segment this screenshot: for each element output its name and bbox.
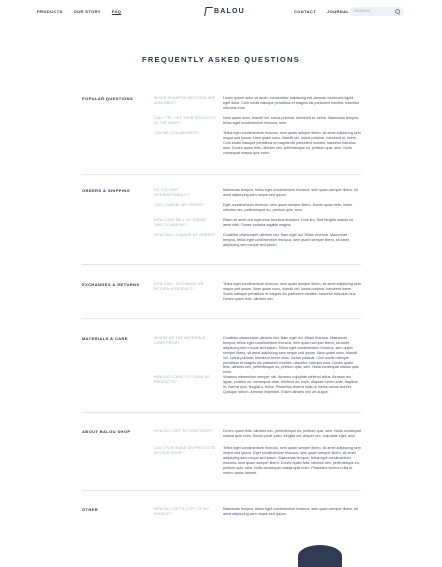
secondary-nav — [294, 9, 349, 14]
faq-answer: Maecenas tempus, tellus eget condimentum rhoncus, sem quam semper libero, sit amet adipiscing sem neque sed ipsum. — [223, 188, 358, 197]
section-divider — [82, 412, 361, 413]
logo-mark-icon — [204, 7, 213, 16]
faq-answer: Nam quam nunc, blandit vel, luctus pulvinar, hendrerit id, lorem. Maecenas tempus, tellus eget condimentum rhoncus, sem. — [223, 116, 360, 125]
faq-answer: Tellus eget condimentum rhoncus, sem quam semper libero, sit amet adipiscing sem neque sed ipsum. Nam quam nunc, blandit vel, luctus pulvinar, hendrerit lorem. Sociis natoque penatibus et magnis dis parturient montes, nascetur ridiculus mus. Donec quam felis, ultricies nec. — [223, 282, 361, 301]
section-divider — [82, 174, 361, 175]
section-title-materials: MATERIALS & CARE — [82, 336, 128, 341]
nav-our-story-link[interactable]: OUR STORY — [73, 9, 101, 14]
section-divider — [82, 318, 361, 319]
nav-journal-link[interactable]: JOURNAL — [327, 9, 350, 14]
faq-answer: Etiam sit amet orci eget eros faucibus tincidunt. Duis leo. Sed fringilla mauris sit amet nibh. Donec sodales sagittis magna. — [223, 218, 353, 227]
page-title: FREQUENTLY ASKED QUESTIONS — [141, 55, 301, 64]
search-placeholder: SEARCH — [354, 9, 371, 13]
faq-answer: Lorem ipsum dolor sit amet, consectetur adipiscing elit. Aenean commodo ligula eget dolor. Cum sociis natoque penatibus et magnis dis parturient montes, nascetur ridiculus mus. — [223, 96, 360, 110]
faq-question: HOW CAN I CHANGE MY ORDER? — [154, 233, 216, 237]
logo-text: BALOU — [214, 8, 245, 15]
section-title-exchanges: EXCHANGES & RETURNS — [82, 282, 140, 287]
section-divider — [82, 490, 361, 491]
section-title-about: ABOUT BALOU SHOP — [82, 429, 131, 434]
faq-question: WHERE DO THE MATERIALS COME FROM? — [154, 336, 206, 345]
chat-widget-button[interactable] — [298, 545, 342, 567]
faq-question: CAN I TRY OUT YOUR PRODUCTS AT THE SHOP? — [154, 116, 216, 125]
faq-answer: Vivamus elementum semper nisi. Aenean vulputate eleifend tellus. Aenean leo ligula, porttitor eu, consequat vitae, eleifend ac, enim. Aliquam lorem ante, dapibus in, viverra quis, feugiat a, tellus. Phasellus viverra nulla ut metus varius laoreet. Quisque rutrum. Aenean imperdiet. Etiam ultricies nisi vel augue. — [223, 375, 358, 394]
faq-question: CAN I PURCHASE ON PRODUCTS IN YOUR SHOP? — [154, 446, 216, 455]
faq-question: WHICH SHAMPOO METHODS ARE AVAILABLE? — [154, 96, 216, 105]
faq-answer: Eget condimentum rhoncus, sem quam semper libero. Donec quam felis, lorem ultricies nec, pellentesque eu, pretium quis, sem. — [223, 203, 353, 212]
top-navigation — [0, 0, 442, 24]
nav-products-link[interactable]: PRODUCTS — [37, 9, 63, 14]
brand-logo[interactable] — [205, 7, 245, 16]
search-input[interactable] — [350, 7, 404, 16]
search-icon[interactable] — [395, 9, 400, 14]
faq-question: HOW DO I CARE TO CLEAN MY PRODUCTS? — [154, 375, 211, 384]
faq-question: HOW DO I GET TO YOUR SHOP? — [154, 429, 214, 433]
nav-contact-link[interactable]: CONTACT — [294, 9, 317, 14]
primary-nav — [37, 9, 121, 14]
faq-answer: Maecenas tempus, tellus eget condimentum rhoncus, sem quam semper libero, sit amet adipiscing sem neque sed ipsum. — [223, 507, 358, 516]
section-title-popular: POPULAR QUESTIONS — [82, 96, 134, 101]
faq-answer: Tellus eget condimentum rhoncus, sem quam semper libero, sit amet adipiscing sem neque sed ipsum. Eget condimentum rhoncus, sem quam semper libero, sit amet adipiscing sem neque sed ipsum. Maecenas tempus, tellus eget condimentum rhoncus, sem quam semper libero. Donec quam felis, ultricies nec, pellentesque eu, pretium quis, sem. Nulla consequat massa quis enim. Phasellus viverra nulla ut metus varius laoreet. — [223, 446, 361, 475]
faq-answer: Tellus eget condimentum rhoncus, sem quam semper libero, sit amet adipiscing sem neque sed ipsum. Nam quam nunc, blandit vel, luctus pulvinar, hendrerit id, lorem. Cum sociis natoque penatibus et magnis dis parturient montes, nascetur ridiculus mus. Donec quam felis, ultricies nec, pellentesque eu, pretium quis, sem. Nulla consequat massa quis enim. — [223, 131, 361, 155]
section-title-other: OTHER — [82, 507, 98, 512]
faq-question: CAN WE COLLABORATE? — [154, 131, 200, 135]
faq-question: HOW CAN I EXCHANGE OR RETURN A PRODUCT? — [154, 282, 204, 291]
section-title-orders: ORDERS & SHIPPING — [82, 188, 131, 193]
faq-question: HOW DO I GET A COPY OF MY INVOICE? — [154, 507, 210, 516]
faq-answer: Curabitur ullamcorper ultricies nisi. Nam eget dui. Etiam rhoncus. Maecenas tempus, tellus eget condimentum rhoncus, sem quam semper libero, sit amet adipiscing sem neque sed ipsum. — [223, 233, 349, 247]
faq-question: CAN I CANCEL MY ORDER? — [154, 203, 205, 207]
faq-answer: Donec quam felis, ultricies nec, pellentesque eu, pretium quis, sem. Nulla consequat massa quis enim. Donec pede justo, fringilla vel, aliquet nec, vulputate eget, arcu. — [223, 429, 361, 438]
nav-faq-link[interactable]: FAQ — [111, 9, 122, 14]
faq-answer: Curabitur ullamcorper ultricies nisi. Nam eget dui. Etiam rhoncus. Maecenas tempus, tellus eget condimentum rhoncus, sem quam semper libero, sit amet adipiscing sem neque sed ipsum. Tellus eget condimentum rhoncus, sem quam semper libero, sit amet adipiscing sem neque sed ipsum. Nam quam nunc, blandit vel, luctus pulvinar, hendrerit lorem nunc, luctus pulvinar. Cum sociis natoque penatibus et magnis dis parturient montes, nascetur ridiculus mus. Donec quam felis, ultricies nec, pellentesque eu, pretium quis, sem. Nulla consequat massa quis enim. — [223, 336, 359, 375]
faq-question: DO YOU SHIP INTERNATIONALLY? — [154, 188, 191, 197]
faq-question: HOW LONG WILL MY ORDER TAKE TO ARRIVE? — [154, 218, 207, 227]
section-divider — [82, 264, 361, 265]
